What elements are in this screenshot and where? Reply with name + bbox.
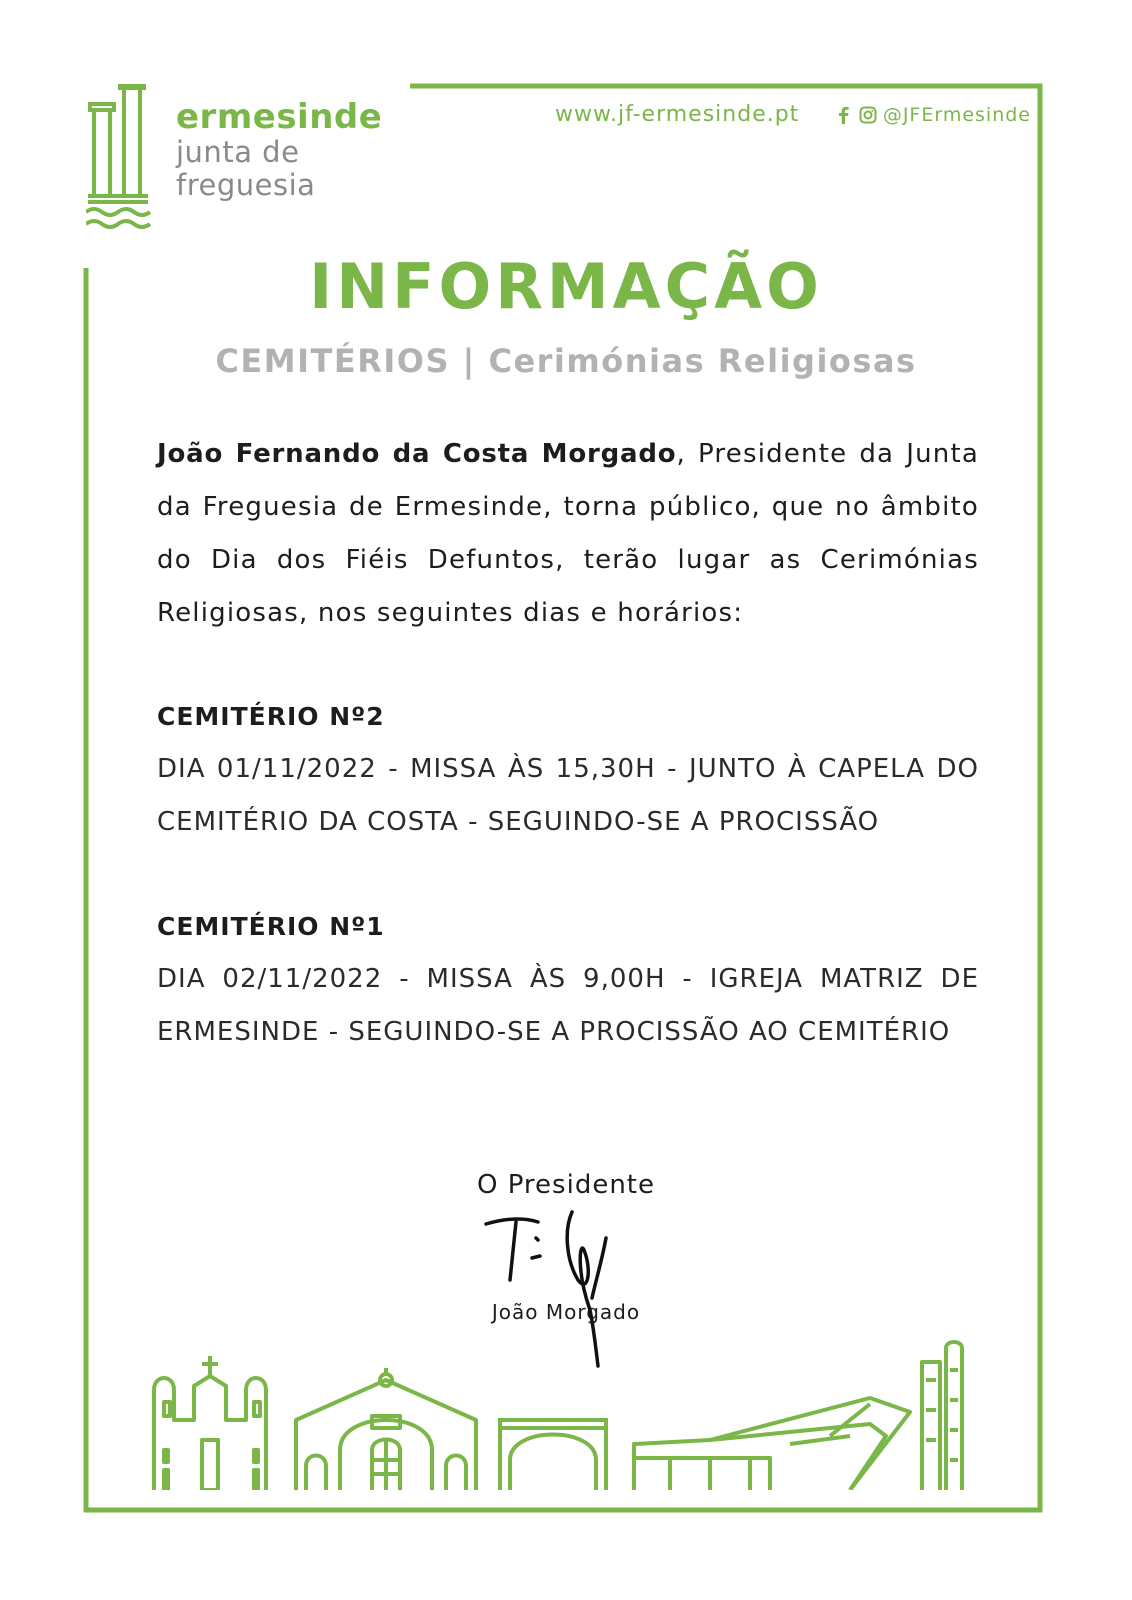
signature-block [0, 1170, 1132, 1324]
section-text: DIA 01/11/2022 - MISSA ÀS 15,30H - JUNTO À CAPELA DO CEMITÉRIO DA COSTA - SEGUINDO-SE A PROCISSÃO [157, 754, 979, 837]
signature-name: João Morgado [491, 1300, 641, 1324]
signature-title: O Presidente [476, 1170, 655, 1200]
cemetery-section-1 [157, 900, 979, 1059]
instagram-icon[interactable] [859, 106, 877, 124]
page-subtitle: CEMITÉRIOS | Cerimónias Religiosas [215, 342, 917, 380]
logo-brand: ermesinde [176, 97, 383, 137]
section-text: DIA 02/11/2022 - MISSA ÀS 9,00H - IGREJA MATRIZ DE ERMESINDE - SEGUINDO-SE A PROCISSÃO AO CEMITÉRIO [157, 964, 979, 1047]
facebook-icon[interactable] [835, 106, 853, 124]
city-skyline-icon [150, 1340, 980, 1490]
logo-line-2: freguesia [176, 168, 316, 202]
logo-line-1: junta de [176, 135, 300, 169]
president-name: João Fernando da Costa Morgado [157, 439, 677, 469]
cemetery-section-2 [157, 690, 979, 849]
website-link[interactable]: www.jf-ermesinde.pt [555, 102, 800, 127]
section-heading: CEMITÉRIO Nº1 [157, 912, 385, 941]
header-links [555, 102, 1031, 127]
logo-wordmark [176, 97, 383, 202]
social-links [835, 104, 1031, 126]
intro-paragraph [157, 428, 979, 640]
intro-text: , Presidente da Junta da Freguesia de Ermesinde, torna público, que no âmbito do Dia dos Fiéis Defuntos, terão lugar as Cerimónias Religiosas, nos seguintes dias e horários: [157, 439, 979, 628]
section-heading: CEMITÉRIO Nº2 [157, 702, 385, 731]
page-title: INFORMAÇÃO [309, 250, 823, 323]
social-handle[interactable]: @JFErmesinde [882, 103, 1031, 126]
